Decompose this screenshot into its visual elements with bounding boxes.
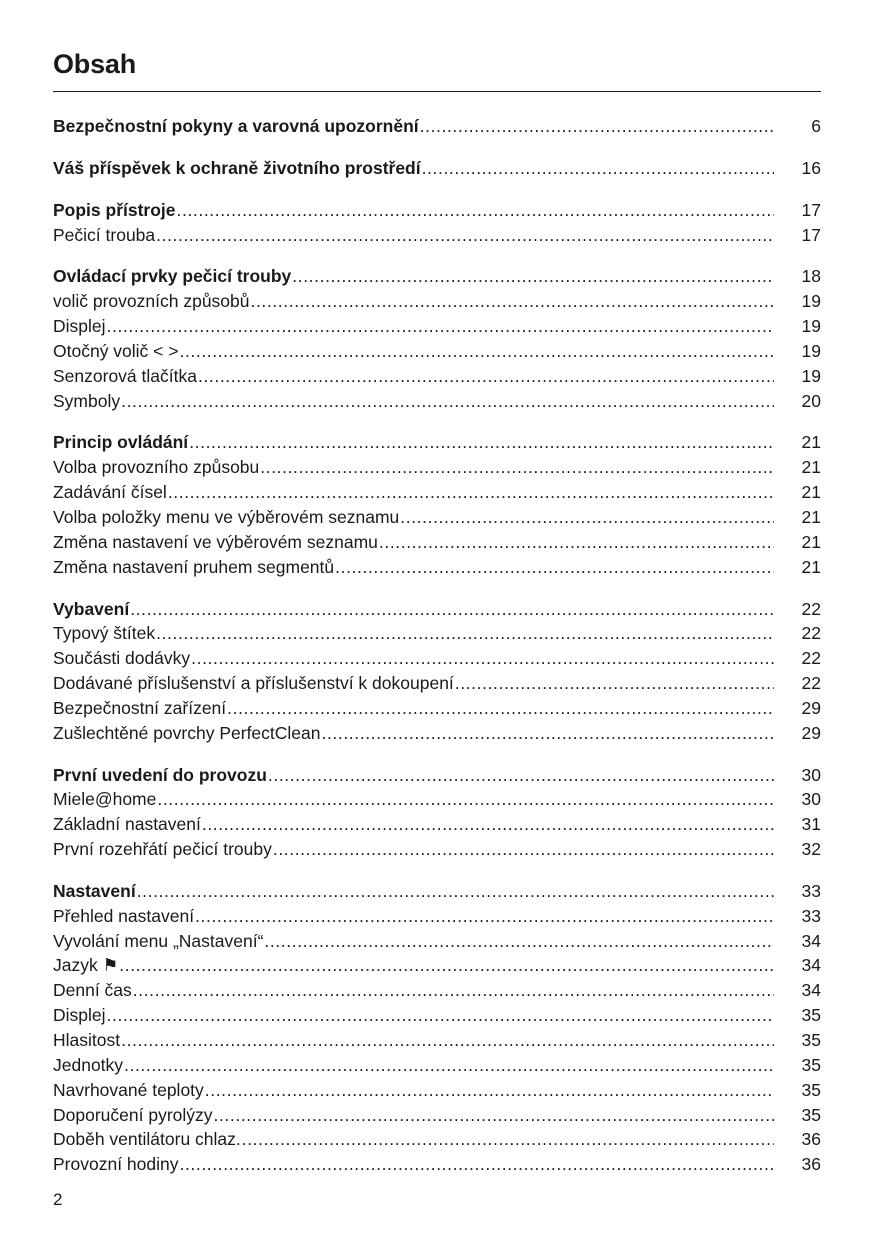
toc-section (53, 763, 821, 862)
toc-entry-label: Miele@home (53, 789, 157, 810)
dot-leader (179, 339, 774, 364)
dot-leader (422, 156, 774, 181)
toc-heading-entry[interactable] (53, 156, 821, 181)
toc-entry-page: 22 (801, 673, 821, 694)
dot-leader (400, 505, 774, 530)
toc-heading-entry[interactable] (53, 879, 821, 904)
dot-leader (180, 1152, 775, 1177)
toc-entry[interactable] (53, 978, 821, 1003)
dot-leader (214, 1103, 774, 1128)
page-title: Obsah (53, 49, 137, 79)
toc-entry[interactable] (53, 1028, 821, 1053)
toc-entry-page: 22 (801, 598, 821, 619)
dot-leader (335, 555, 774, 580)
toc-entry-page: 20 (801, 390, 821, 411)
toc-entry-label: Senzorová tlačítka (53, 365, 197, 386)
toc-entry-label: Bezpečnostní pokyny a varovná upozornění (53, 116, 419, 136)
toc-entry[interactable] (53, 530, 821, 555)
toc-entry-page: 29 (801, 722, 821, 743)
toc-heading-entry[interactable] (53, 264, 821, 289)
toc-entry-label: Provozní hodiny (53, 1154, 179, 1175)
toc-entry-page: 21 (801, 432, 821, 453)
toc-entry-label: Dodávané příslušenství a příslušenství k dokoupení (53, 673, 454, 694)
toc-entry[interactable] (53, 1053, 821, 1078)
dot-leader (420, 114, 774, 139)
toc-entry-page: 33 (801, 880, 821, 901)
toc-section (53, 264, 821, 413)
dot-leader (379, 530, 774, 555)
toc-entry-label: Zušlechtěné povrchy PerfectClean (53, 722, 321, 743)
toc-entry-label: Ovládací prvky pečicí trouby (53, 266, 292, 287)
toc-entry-page: 35 (801, 1005, 821, 1026)
toc-entry[interactable] (53, 1103, 821, 1128)
dot-leader (242, 1127, 774, 1152)
toc-entry-label: Hlasitost (53, 1030, 121, 1050)
dot-leader (260, 455, 774, 480)
dot-leader (124, 1053, 774, 1078)
toc-entry-page: 21 (801, 482, 821, 503)
toc-entry[interactable] (53, 1003, 821, 1028)
toc-section (53, 430, 821, 579)
toc-entry-page: 33 (801, 905, 821, 926)
toc-entry-label: Zadávání čísel (53, 482, 167, 503)
toc-entry-page: 36 (801, 1129, 821, 1150)
toc-entry[interactable] (53, 837, 821, 862)
toc-entry-page: 29 (801, 697, 821, 718)
toc-entry-label: Součásti dodávky (53, 648, 191, 669)
table-of-contents (53, 114, 821, 1194)
toc-entry[interactable] (53, 812, 821, 837)
dot-leader (133, 978, 774, 1003)
page-number: 2 (53, 1190, 63, 1209)
toc-section (53, 156, 821, 181)
dot-leader (322, 721, 775, 746)
toc-entry-label: Symboly (53, 390, 121, 411)
toc-entry-label: Přehled nastavení (53, 905, 195, 926)
toc-entry-label: Změna nastavení pruhem segmentů (53, 556, 335, 577)
toc-entry[interactable] (53, 929, 821, 954)
toc-heading-entry[interactable] (53, 430, 821, 455)
toc-entry-label: Displej (53, 316, 106, 337)
toc-entry[interactable] (53, 480, 821, 505)
dot-leader (268, 763, 774, 788)
toc-entry[interactable] (53, 621, 821, 646)
toc-entry-page: 18 (801, 266, 821, 287)
dot-leader (156, 621, 774, 646)
toc-entry[interactable] (53, 953, 821, 978)
toc-entry-page: 21 (801, 556, 821, 577)
toc-entry-page: 30 (801, 789, 821, 810)
dot-leader (121, 1028, 774, 1053)
dot-leader (205, 1078, 774, 1103)
toc-entry[interactable] (53, 721, 821, 746)
toc-entry[interactable] (53, 314, 821, 339)
dot-leader (198, 364, 774, 389)
toc-heading-entry[interactable] (53, 114, 821, 139)
toc-entry-label: Volba provozního způsobu (53, 457, 260, 478)
toc-entry[interactable] (53, 455, 821, 480)
toc-entry-page: 21 (801, 506, 821, 527)
toc-entry-page: 35 (801, 1079, 821, 1100)
toc-entry-page: 34 (801, 930, 821, 951)
toc-entry[interactable] (53, 671, 821, 696)
toc-entry-page: 16 (801, 157, 821, 178)
toc-entry[interactable] (53, 505, 821, 530)
toc-entry-page: 35 (801, 1104, 821, 1125)
toc-entry[interactable] (53, 646, 821, 671)
dot-leader (119, 953, 774, 978)
toc-entry[interactable] (53, 364, 821, 389)
dot-leader (168, 480, 774, 505)
toc-heading-entry[interactable] (53, 198, 821, 223)
toc-entry-page: 17 (801, 199, 821, 220)
dot-leader (137, 879, 774, 904)
toc-entry-page: 19 (801, 291, 821, 312)
toc-entry[interactable] (53, 1078, 821, 1103)
toc-entry[interactable] (53, 289, 821, 314)
toc-section (53, 114, 821, 139)
toc-entry[interactable] (53, 339, 821, 364)
toc-entry-page: 34 (801, 980, 821, 1001)
toc-entry-label: Bezpečnostní zařízení (53, 697, 227, 718)
toc-entry-label: Princip ovládání (53, 432, 189, 453)
dot-leader (195, 904, 774, 929)
dot-leader (273, 837, 774, 862)
dot-leader (251, 289, 775, 314)
dot-leader (227, 696, 774, 721)
toc-entry[interactable] (53, 1127, 821, 1152)
toc-entry[interactable] (53, 696, 821, 721)
toc-entry-page: 36 (801, 1154, 821, 1175)
toc-entry-page: 6 (811, 116, 821, 136)
toc-entry-page: 21 (801, 531, 821, 552)
dot-leader (455, 671, 774, 696)
toc-entry-label: Denní čas (53, 980, 132, 1001)
toc-entry-label: Otočný volič < > (53, 340, 179, 361)
toc-entry-page: 22 (801, 623, 821, 644)
toc-entry-page: 31 (801, 814, 821, 835)
toc-entry-page: 19 (801, 340, 821, 361)
toc-entry-label: Typový štítek (53, 623, 156, 644)
toc-section (53, 198, 821, 248)
toc-heading-entry[interactable] (53, 597, 821, 622)
dot-leader (156, 223, 774, 248)
toc-section (53, 597, 821, 746)
toc-entry-label: Displej (53, 1005, 106, 1026)
toc-entry-label: Vyvolání menu „Nastavení“ (53, 930, 264, 951)
toc-entry-page: 30 (801, 764, 821, 785)
dot-leader (107, 314, 774, 339)
title-divider (53, 91, 821, 92)
toc-entry-page: 35 (801, 1030, 821, 1050)
toc-entry-label: volič provozních způsobů (53, 291, 250, 312)
dot-leader (130, 597, 774, 622)
dot-leader (292, 264, 774, 289)
dot-leader (121, 389, 774, 414)
toc-entry-label: Pečicí trouba (53, 224, 156, 245)
toc-entry-label: První uvedení do provozu (53, 764, 267, 785)
toc-entry[interactable] (53, 223, 821, 248)
toc-entry[interactable] (53, 904, 821, 929)
toc-entry-label: Jazyk ⚑ (53, 955, 119, 976)
toc-entry-page: 32 (801, 839, 821, 860)
toc-entry-label: Popis přístroje (53, 199, 176, 220)
toc-entry-label: První rozehřátí pečicí trouby (53, 839, 272, 860)
toc-entry-label: Změna nastavení ve výběrovém seznamu (53, 531, 378, 552)
toc-entry-label: Doporučení pyrolýzy (53, 1104, 213, 1125)
toc-entry-page: 19 (801, 316, 821, 337)
dot-leader (189, 430, 774, 455)
toc-entry[interactable] (53, 787, 821, 812)
toc-heading-entry[interactable] (53, 763, 821, 788)
toc-entry-label: Volba položky menu ve výběrovém seznamu (53, 506, 400, 527)
toc-entry-page: 34 (801, 955, 821, 976)
dot-leader (107, 1003, 774, 1028)
toc-entry-page: 21 (801, 457, 821, 478)
toc-entry-label: Váš příspěvek k ochraně životního prostředí (53, 157, 421, 178)
toc-entry-label: Nastavení (53, 880, 136, 901)
toc-entry-page: 22 (801, 648, 821, 669)
dot-leader (202, 812, 774, 837)
toc-entry-label: Navrhované teploty (53, 1079, 204, 1100)
dot-leader (177, 198, 774, 223)
dot-leader (264, 929, 774, 954)
toc-entry-label: Doběh ventilátoru chlaz. (53, 1129, 241, 1150)
toc-entry-page: 19 (801, 365, 821, 386)
toc-entry-label: Základní nastavení (53, 814, 201, 835)
toc-entry-label: Jednotky (53, 1054, 124, 1075)
toc-entry-page: 35 (801, 1054, 821, 1075)
toc-entry-label: Vybavení (53, 598, 130, 619)
toc-entry[interactable] (53, 389, 821, 414)
toc-entry-page: 17 (801, 224, 821, 245)
toc-section (53, 879, 821, 1177)
toc-entry[interactable] (53, 555, 821, 580)
dot-leader (157, 787, 774, 812)
dot-leader (191, 646, 774, 671)
toc-entry[interactable] (53, 1152, 821, 1177)
